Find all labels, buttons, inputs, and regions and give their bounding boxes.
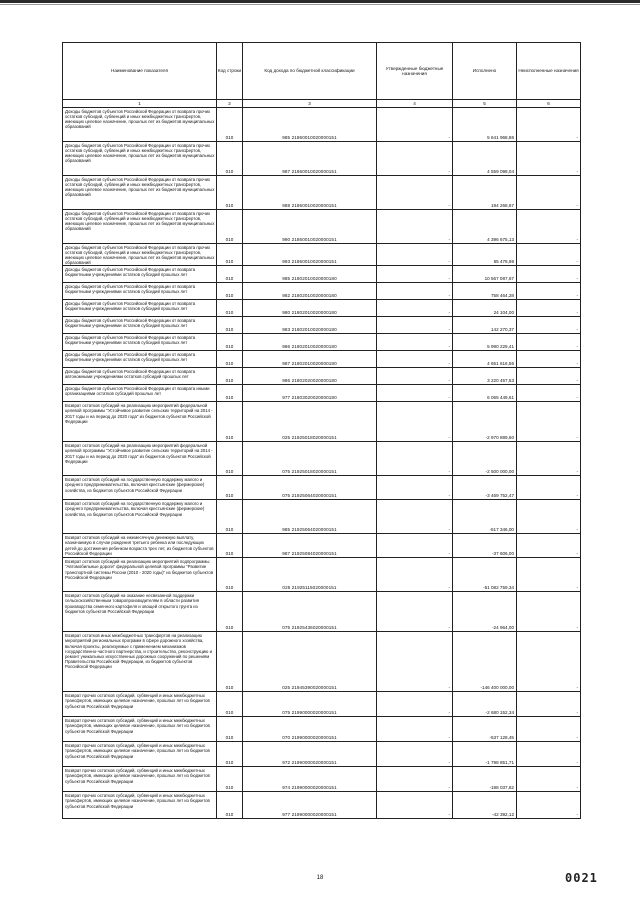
table-cell-name: Возврат остатков субсидий на государственную поддержку малого и среднего предпринимательства, включая крестьянские (фермерские) хозяйства, из бюджетов субъектов Российской Федерации	[63, 476, 217, 500]
table-row	[63, 351, 581, 368]
table-cell-unexecuted: -	[517, 534, 581, 558]
table-cell-unexecuted: -	[517, 742, 581, 767]
table-cell-kbk: 990 21860010020000151	[243, 210, 377, 244]
table-cell-kbk: 075 21925018020000151	[243, 442, 377, 476]
table-row	[63, 300, 581, 317]
table-cell-code: 010	[217, 300, 243, 317]
table-cell-executed: 758 464,28	[453, 283, 517, 300]
table-cell-code: 010	[217, 244, 243, 266]
column-number: 2	[217, 100, 243, 108]
table-row	[63, 402, 581, 442]
table-cell-approved: -	[377, 500, 453, 534]
table-cell-executed: 5 990 229,41	[453, 334, 517, 351]
table-cell-executed: -517 346,00	[453, 500, 517, 534]
table-cell-name: Возврат остатков субсидий на реализацию мероприятий подпрограммы "Автомобильные дороги" федеральной целевой программы "Развитие транспортной системы России (2010 - 2020 годы)" из бюджетов субъектов Российской Федерации	[63, 558, 217, 592]
table-cell-unexecuted: -	[517, 717, 581, 742]
table-cell-kbk: 986 21802010020000180	[243, 334, 377, 351]
table-cell-name: Доходы бюджетов субъектов Российской Федерации от возврата бюджетными учреждениями остатков субсидий прошлых лет	[63, 283, 217, 300]
table-cell-code: 010	[217, 442, 243, 476]
table-cell-name: Возврат прочих остатков субсидий, субвенций и иных межбюджетных трансфертов, имеющих целевое назначение, прошлых лет из бюджетов субъектов Российской Федерации	[63, 767, 217, 792]
table-cell-unexecuted: -	[517, 792, 581, 819]
table-cell-kbk: 985 21802010020000180	[243, 266, 377, 283]
table-cell-executed: -3 469 752,47	[453, 476, 517, 500]
table-row	[63, 767, 581, 792]
scan-top-edge	[0, 0, 640, 3]
table-cell-name: Доходы бюджетов субъектов Российской Федерации от возврата бюджетными учреждениями остатков субсидий прошлых лет	[63, 351, 217, 368]
header-executed: Исполнено	[453, 43, 517, 100]
table-cell-executed: 194 268,67	[453, 176, 517, 210]
table-cell-name: Возврат остатков субсидий на государственную поддержку малого и среднего предпринимательства, включая крестьянские (фермерские) хозяйства, из бюджетов субъектов Российской Федерации	[63, 500, 217, 534]
table-row	[63, 692, 581, 717]
table-cell-code: 010	[217, 534, 243, 558]
table-cell-executed: 6 065 449,61	[453, 385, 517, 402]
table-cell-code: 010	[217, 266, 243, 283]
table-cell-kbk: 985 21860010020000151	[243, 108, 377, 142]
table-cell-unexecuted: -	[517, 142, 581, 176]
table-row	[63, 792, 581, 819]
table-row	[63, 442, 581, 476]
table-cell-name: Возврат прочих остатков субсидий, субвенций и иных межбюджетных трансфертов, имеющих целевое назначение, прошлых лет из бюджетов субъектов Российской Федерации	[63, 717, 217, 742]
table-cell-unexecuted: -	[517, 558, 581, 592]
table-cell-code: 010	[217, 283, 243, 300]
table-row	[63, 717, 581, 742]
table-cell-code: 010	[217, 767, 243, 792]
table-row	[63, 476, 581, 500]
table-cell-kbk: 988 21860010020000151	[243, 176, 377, 210]
table-cell-approved: -	[377, 717, 453, 742]
table-cell-approved: -	[377, 244, 453, 266]
table-cell-name: Возврат остатков субсидий на реализацию мероприятий федеральной целевой программы "Устойчивое развитие сельских территорий на 2014 - 2017 годы и на период до 2020 года" из бюджетов субъектов Российской Федерации	[63, 442, 217, 476]
table-cell-executed: -24 964,00	[453, 592, 517, 632]
table-cell-code: 010	[217, 368, 243, 385]
table-cell-kbk: 025 21925018020000151	[243, 402, 377, 442]
page-number: 18	[316, 875, 324, 881]
table-cell-name: Доходы бюджетов субъектов Российской Федерации от возврата прочих остатков субсидий, субвенций и иных межбюджетных трансфертов, имеющих целевое назначение, прошлых лет из бюджетов муниципальных образований	[63, 142, 217, 176]
table-cell-approved: -	[377, 317, 453, 334]
table-cell-code: 010	[217, 692, 243, 717]
table-cell-unexecuted: -	[517, 476, 581, 500]
table-cell-executed: -2 970 889,60	[453, 402, 517, 442]
table-cell-executed: -146 400 000,00	[453, 632, 517, 692]
table-cell-executed: 24 104,00	[453, 300, 517, 317]
table-row	[63, 742, 581, 767]
table-cell-executed: 3 220 457,53	[453, 368, 517, 385]
column-number: 1	[63, 100, 217, 108]
table-cell-code: 010	[217, 351, 243, 368]
table-cell-executed: -198 037,62	[453, 767, 517, 792]
table-cell-executed: 5 641 968,86	[453, 108, 517, 142]
table-cell-unexecuted: -	[517, 244, 581, 266]
table-cell-approved: -	[377, 402, 453, 442]
table-cell-approved: -	[377, 534, 453, 558]
table-row	[63, 142, 581, 176]
table-cell-approved: -	[377, 266, 453, 283]
scan-top-line	[0, 4, 640, 5]
table-cell-approved: -	[377, 351, 453, 368]
table-cell-code: 010	[217, 476, 243, 500]
table-cell-kbk: 993 21860010020000151	[243, 244, 377, 266]
table-cell-approved: -	[377, 176, 453, 210]
table-cell-approved: -	[377, 300, 453, 317]
table-cell-kbk: 985 21925064020000151	[243, 500, 377, 534]
table-cell-kbk: 983 21802010020000180	[243, 317, 377, 334]
table-cell-kbk: 972 21990000020000151	[243, 742, 377, 767]
table-cell-unexecuted: -	[517, 176, 581, 210]
table-cell-code: 010	[217, 632, 243, 692]
table-cell-approved: -	[377, 592, 453, 632]
table-cell-unexecuted: -	[517, 767, 581, 792]
table-cell-name: Возврат остатков субсидий на ежемесячную денежную выплату, назначаемую в случае рождения третьего ребенка или последующих детей до достижения ребенком возраста трех лет, из бюджетов субъектов Российской Федерации	[63, 534, 217, 558]
table-cell-kbk: 986 21802020020000180	[243, 368, 377, 385]
table-cell-approved: -	[377, 210, 453, 244]
table-cell-name: Возврат остатков субсидий на оказание несвязанной поддержки сельскохозяйственным товаропроизводителям в области развития производства семенного картофеля и овощей открытого грунта из бюджетов субъектов Российской Федерации	[63, 592, 217, 632]
table-cell-unexecuted: -	[517, 351, 581, 368]
table-cell-kbk: 075 21925064020000151	[243, 476, 377, 500]
table-cell-name: Доходы бюджетов субъектов Российской Федерации от возврата иными организациями остатков субсидий прошлых лет	[63, 385, 217, 402]
table-cell-unexecuted: -	[517, 385, 581, 402]
table-cell-unexecuted: -	[517, 402, 581, 442]
table-cell-approved: -	[377, 558, 453, 592]
table-cell-executed: 142 270,37	[453, 317, 517, 334]
table-cell-approved: -	[377, 632, 453, 692]
table-cell-unexecuted: -	[517, 368, 581, 385]
table-row	[63, 368, 581, 385]
table-cell-code: 010	[217, 792, 243, 819]
table-cell-approved: -	[377, 692, 453, 717]
table-cell-approved: -	[377, 368, 453, 385]
table-row	[63, 210, 581, 244]
table-cell-code: 010	[217, 500, 243, 534]
table-cell-approved: -	[377, 283, 453, 300]
table-cell-name: Возврат прочих остатков субсидий, субвенций и иных межбюджетных трансфертов, имеющих целевое назначение, прошлых лет из бюджетов субъектов Российской Федерации	[63, 742, 217, 767]
table-row	[63, 534, 581, 558]
table-row	[63, 592, 581, 632]
table-cell-executed: 10 567 087,67	[453, 266, 517, 283]
budget-execution-table	[62, 42, 581, 819]
table-cell-executed: -2 680 152,34	[453, 692, 517, 717]
table-row	[63, 283, 581, 300]
table-cell-name: Доходы бюджетов субъектов Российской Федерации от возврата бюджетными учреждениями остатков субсидий прошлых лет	[63, 317, 217, 334]
table-cell-kbk: 075 21990000020000151	[243, 692, 377, 717]
table-cell-kbk: 977 21803020020000180	[243, 385, 377, 402]
table-row	[63, 500, 581, 534]
table-cell-name: Доходы бюджетов субъектов Российской Федерации от возврата бюджетными учреждениями остатков субсидий прошлых лет	[63, 334, 217, 351]
table-cell-kbk: 987 21802010020000180	[243, 351, 377, 368]
table-cell-kbk: 025 21925115020000151	[243, 558, 377, 592]
table-cell-name: Возврат прочих остатков субсидий, субвенций и иных межбюджетных трансфертов, имеющих целевое назначение, прошлых лет из бюджетов субъектов Российской Федерации	[63, 792, 217, 819]
table-cell-code: 010	[217, 108, 243, 142]
header-code: Код строки	[217, 43, 243, 100]
table-cell-name: Доходы бюджетов субъектов Российской Федерации от возврата прочих остатков субсидий, субвенций и иных межбюджетных трансфертов, имеющих целевое назначение, прошлых лет из бюджетов муниципальных образований	[63, 210, 217, 244]
table-cell-name: Возврат остатков иных межбюджетных трансфертов на реализацию мероприятий региональных программ в сфере дорожного хозяйства, включая проекты, реализуемые с применением механизмов государственно-частного партнерства, и строительство, реконструкцию и ремонт уникальных искусственных дорожных сооружений по решениям Правительства Российской Федерации, из бюджетов субъектов Российской Федерации	[63, 632, 217, 692]
table-cell-approved: -	[377, 767, 453, 792]
table-row	[63, 244, 581, 266]
table-cell-kbk: 025 21945390020000151	[243, 632, 377, 692]
column-number-row	[63, 100, 581, 108]
header-kbk: Код дохода по бюджетной классификации	[243, 43, 377, 100]
table-cell-executed: 4 559 098,04	[453, 142, 517, 176]
table-cell-name: Доходы бюджетов субъектов Российской Федерации от возврата бюджетными учреждениями остатков субсидий прошлых лет	[63, 266, 217, 283]
table-cell-code: 010	[217, 592, 243, 632]
table-cell-code: 010	[217, 385, 243, 402]
table-cell-unexecuted: -	[517, 210, 581, 244]
table-cell-unexecuted: -	[517, 692, 581, 717]
table-cell-kbk: 977 21990000020000151	[243, 792, 377, 819]
table-cell-executed: -51 082 759,34	[453, 558, 517, 592]
table-cell-executed: 4 396 675,13	[453, 210, 517, 244]
table-cell-approved: -	[377, 142, 453, 176]
table-cell-code: 010	[217, 334, 243, 351]
table-cell-unexecuted: -	[517, 500, 581, 534]
table-cell-approved: -	[377, 385, 453, 402]
table-row	[63, 558, 581, 592]
table-cell-code: 010	[217, 742, 243, 767]
column-number: 3	[243, 100, 377, 108]
column-number: 6	[517, 100, 581, 108]
table-row	[63, 266, 581, 283]
table-cell-name: Доходы бюджетов субъектов Российской Федерации от возврата прочих остатков субсидий, субвенций и иных межбюджетных трансфертов, имеющих целевое назначение, прошлых лет из бюджетов муниципальных образований	[63, 108, 217, 142]
table-cell-unexecuted: -	[517, 334, 581, 351]
table-cell-unexecuted: -	[517, 442, 581, 476]
table-cell-code: 010	[217, 402, 243, 442]
table-cell-unexecuted: -	[517, 300, 581, 317]
table-cell-name: Доходы бюджетов субъектов Российской Федерации от возврата бюджетными учреждениями остатков субсидий прошлых лет	[63, 300, 217, 317]
table-cell-kbk: 982 21802010020000180	[243, 283, 377, 300]
table-cell-kbk: 987 21860010020000151	[243, 142, 377, 176]
table-cell-unexecuted: -	[517, 317, 581, 334]
table-cell-code: 010	[217, 317, 243, 334]
table-cell-unexecuted: -	[517, 632, 581, 692]
table-cell-executed: -42 392,12	[453, 792, 517, 819]
table-cell-executed: 65 478,98	[453, 244, 517, 266]
table-cell-approved: -	[377, 792, 453, 819]
table-row	[63, 108, 581, 142]
table-cell-approved: -	[377, 334, 453, 351]
column-number: 4	[377, 100, 453, 108]
table-cell-approved: -	[377, 476, 453, 500]
header-approved: Утвержденные бюджетные назначения	[377, 43, 453, 100]
table-cell-kbk: 980 21802010020000180	[243, 300, 377, 317]
table-row	[63, 385, 581, 402]
table-cell-executed: -37 606,00	[453, 534, 517, 558]
table-cell-code: 010	[217, 210, 243, 244]
table-cell-name: Доходы бюджетов субъектов Российской Федерации от возврата прочих остатков субсидий, субвенций и иных межбюджетных трансфертов, имеющих целевое назначение, прошлых лет из бюджетов муниципальных образований	[63, 176, 217, 210]
table-cell-unexecuted: -	[517, 108, 581, 142]
table-body	[63, 108, 581, 819]
table-cell-kbk: 075 21925436020000151	[243, 592, 377, 632]
table-cell-unexecuted: -	[517, 592, 581, 632]
table-cell-name: Доходы бюджетов субъектов Российской Федерации от возврата автономными учреждениями остатков субсидий прошлых лет	[63, 368, 217, 385]
table-cell-approved: -	[377, 108, 453, 142]
table-cell-name: Доходы бюджетов субъектов Российской Федерации от возврата прочих остатков субсидий, субвенций и иных межбюджетных трансфертов, имеющих целевое назначение, прошлых лет из бюджетов муниципальных образований	[63, 244, 217, 266]
table-cell-code: 010	[217, 176, 243, 210]
header-unexecuted: Неисполненные назначения	[517, 43, 581, 100]
table-cell-unexecuted: -	[517, 283, 581, 300]
table-cell-executed: -2 500 000,00	[453, 442, 517, 476]
header-row	[63, 43, 581, 100]
table-row	[63, 632, 581, 692]
table-cell-name: Возврат остатков субсидий на реализацию мероприятий федеральной целевой программы "Устойчивое развитие сельских территорий на 2014 - 2017 годы и на период до 2020 года" из бюджетов субъектов Российской Федерации	[63, 402, 217, 442]
table-cell-executed: -537 128,45	[453, 717, 517, 742]
table-cell-kbk: 974 21990000020000151	[243, 767, 377, 792]
table-cell-approved: -	[377, 442, 453, 476]
table-cell-code: 010	[217, 717, 243, 742]
table-cell-code: 010	[217, 558, 243, 592]
table-cell-code: 010	[217, 142, 243, 176]
table-cell-kbk: 987 21925084020000151	[243, 534, 377, 558]
table-cell-approved: -	[377, 742, 453, 767]
archive-stamp: 0021	[565, 871, 598, 885]
table-cell-executed: 4 651 616,56	[453, 351, 517, 368]
table-cell-kbk: 070 21990000020000151	[243, 717, 377, 742]
table-row	[63, 176, 581, 210]
column-number: 5	[453, 100, 517, 108]
table-cell-executed: -1 798 851,71	[453, 742, 517, 767]
table-cell-name: Возврат прочих остатков субсидий, субвенций и иных межбюджетных трансфертов, имеющих целевое назначение, прошлых лет из бюджетов субъектов Российской Федерации	[63, 692, 217, 717]
header-name: Наименование показателя	[63, 43, 217, 100]
table-row	[63, 317, 581, 334]
table-cell-unexecuted: -	[517, 266, 581, 283]
table-row	[63, 334, 581, 351]
